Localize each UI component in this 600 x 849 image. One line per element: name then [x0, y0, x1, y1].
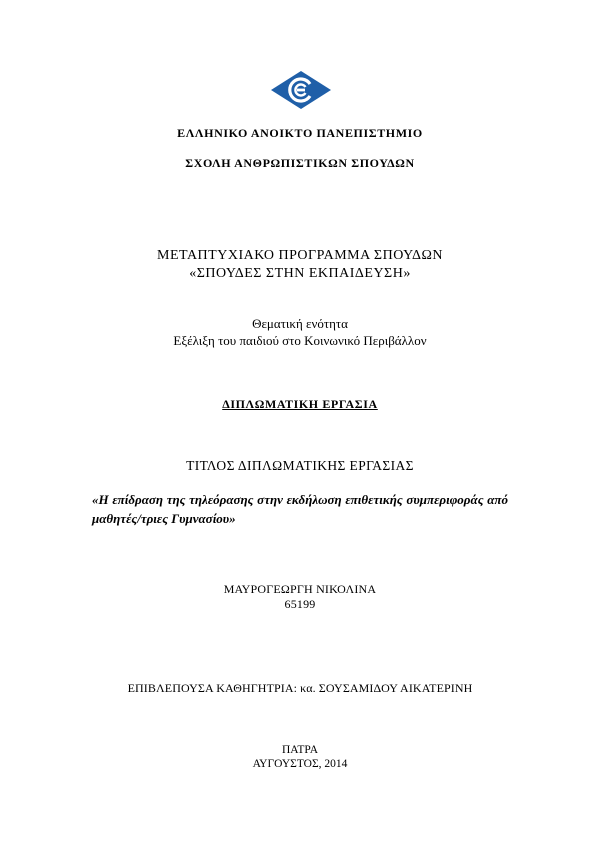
author-name: ΜΑΥΡΟΓΕΩΡΓΗ ΝΙΚΟΛΙΝΑ	[223, 582, 377, 596]
thesis-title-heading: ΤΙΤΛΟΣ ΔΙΠΛΩΜΑΤΙΚΗΣ ΕΡΓΑΣΙΑΣ	[186, 458, 414, 473]
author-id: 65199	[284, 597, 316, 611]
module-label: Θεματική ενότητα	[252, 316, 348, 331]
program-name: ΜΕΤΑΠΤΥΧΙΑΚΟ ΠΡΟΓΡΑΜΜΑ ΣΠΟΥΔΩΝ	[157, 248, 443, 263]
document-type: ΔΙΠΛΩΜΑΤΙΚΗ ΕΡΓΑΣΙΑ	[222, 397, 378, 411]
supervisor: ΕΠΙΒΛΕΠΟΥΣΑ ΚΑΘΗΓΗΤΡΙΑ: κα. ΣΟΥΣΑΜΙΔΟΥ ΑΙΚΑΤΕΡΙΝΗ	[127, 681, 473, 695]
program-subtitle: «ΣΠΟΥΔΕΣ ΣΤΗΝ ΕΚΠΑΙΔΕΥΣΗ»	[189, 266, 411, 281]
university-name: ΕΛΛΗΝΙΚΟ ΑΝΟΙΚΤΟ ΠΑΝΕΠΙΣΤΗΜΙΟ	[177, 126, 423, 140]
date: ΑΥΓΟΥΣΤΟΣ, 2014	[252, 758, 348, 770]
university-logo-icon	[270, 70, 332, 110]
thesis-title: «Η επίδραση της τηλεόρασης στην εκδήλωση επιθετικής συμπεριφοράς από μαθητές/τριες Γυμνασίου»	[92, 492, 508, 526]
module-name: Εξέλιξη του παιδιού στο Κοινωνικό Περιβάλλον	[173, 333, 427, 348]
school-name: ΣΧΟΛΗ ΑΝΘΡΩΠΙΣΤΙΚΩΝ ΣΠΟΥΔΩΝ	[185, 156, 415, 170]
city: ΠΑΤΡΑ	[281, 744, 319, 756]
